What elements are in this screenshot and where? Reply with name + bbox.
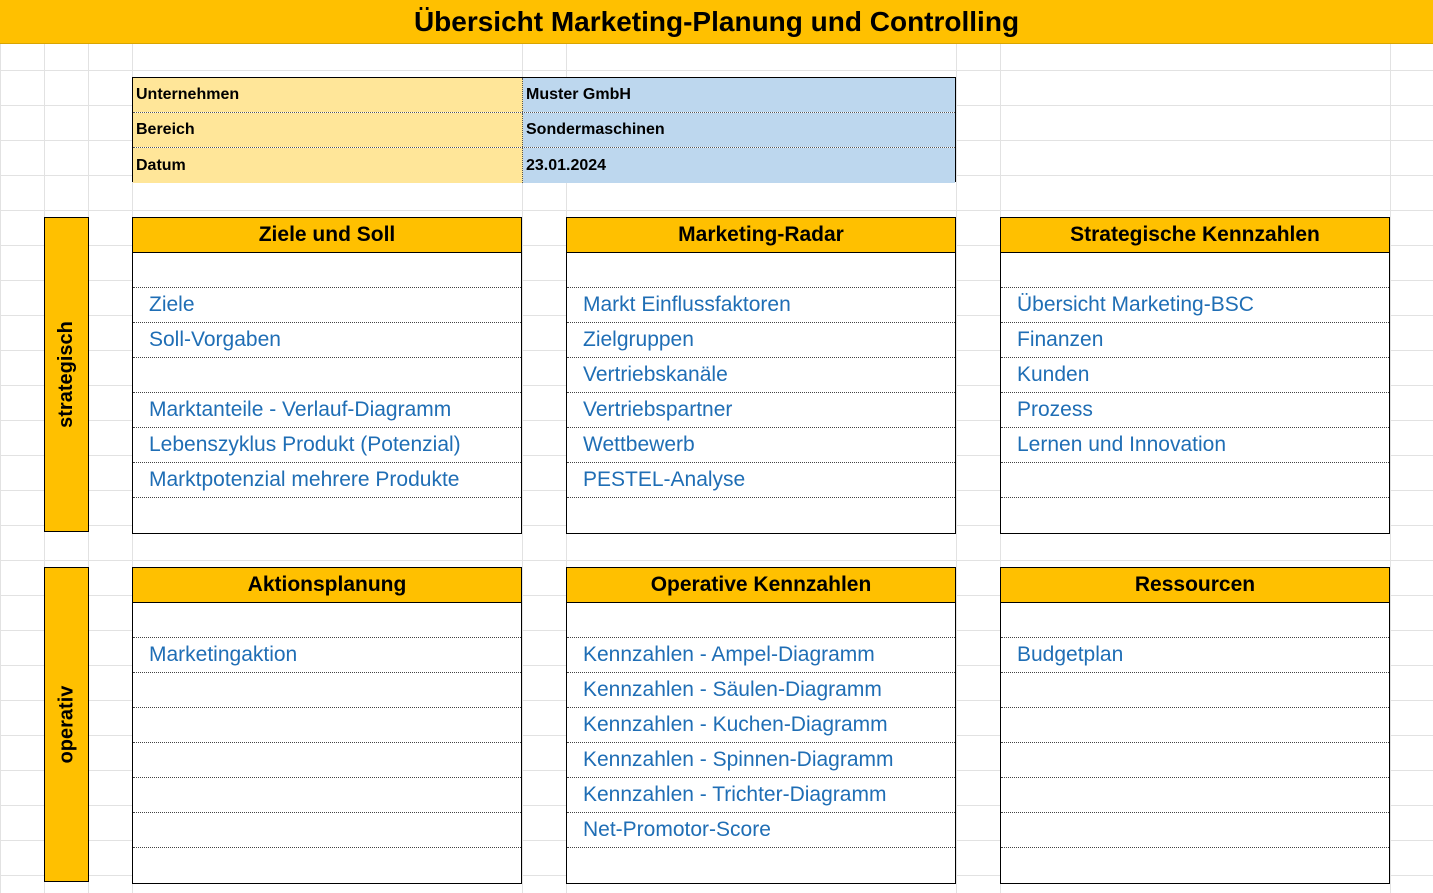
link-item[interactable]: Vertriebspartner [567, 393, 955, 428]
empty-row [1001, 498, 1389, 533]
panel-ziele-und-soll [132, 217, 522, 534]
link-item[interactable]: Marktanteile - Verlauf-Diagramm [133, 393, 521, 428]
area-label: Bereich [133, 113, 523, 147]
panel-marketing-radar [566, 217, 956, 534]
link-item[interactable]: Kennzahlen - Trichter-Diagramm [567, 778, 955, 813]
info-row-area [133, 113, 955, 148]
link-item[interactable]: Budgetplan [1001, 638, 1389, 673]
company-label: Unternehmen [133, 78, 523, 112]
empty-row [133, 848, 521, 883]
panel-header: Marketing-Radar [567, 218, 955, 253]
panel-header: Aktionsplanung [133, 568, 521, 603]
empty-row [567, 498, 955, 533]
link-item[interactable]: Prozess [1001, 393, 1389, 428]
empty-row [567, 253, 955, 288]
empty-row [1001, 603, 1389, 638]
empty-row [1001, 673, 1389, 708]
area-value[interactable]: Sondermaschinen [523, 113, 955, 147]
link-item[interactable]: Lebenszyklus Produkt (Potenzial) [133, 428, 521, 463]
link-item[interactable]: Marktpotenzial mehrere Produkte [133, 463, 521, 498]
link-item[interactable]: Übersicht Marketing-BSC [1001, 288, 1389, 323]
panel-ressourcen [1000, 567, 1390, 884]
info-row-company [133, 78, 955, 113]
link-item[interactable]: Ziele [133, 288, 521, 323]
empty-row [567, 603, 955, 638]
empty-row [133, 253, 521, 288]
link-item[interactable]: Kennzahlen - Säulen-Diagramm [567, 673, 955, 708]
empty-row [133, 358, 521, 393]
empty-row [1001, 708, 1389, 743]
panel-header: Ziele und Soll [133, 218, 521, 253]
empty-row [1001, 813, 1389, 848]
empty-row [1001, 848, 1389, 883]
link-item[interactable]: Zielgruppen [567, 323, 955, 358]
empty-row [133, 708, 521, 743]
date-label: Datum [133, 148, 523, 183]
empty-row [133, 673, 521, 708]
link-item[interactable]: Kennzahlen - Ampel-Diagramm [567, 638, 955, 673]
link-item[interactable]: Soll-Vorgaben [133, 323, 521, 358]
link-item[interactable]: Wettbewerb [567, 428, 955, 463]
empty-row [133, 603, 521, 638]
grid-line [1390, 43, 1391, 893]
strategic-label-text: strategisch [55, 321, 77, 428]
link-item[interactable]: Net-Promotor-Score [567, 813, 955, 848]
operative-label-text: operativ [55, 685, 77, 764]
empty-row [1001, 253, 1389, 288]
link-item[interactable]: Kunden [1001, 358, 1389, 393]
grid-line [956, 43, 957, 893]
empty-row [133, 498, 521, 533]
panel-strategische-kennzahlen [1000, 217, 1390, 534]
panel-aktionsplanung [132, 567, 522, 884]
link-item[interactable]: PESTEL-Analyse [567, 463, 955, 498]
link-item[interactable]: Kennzahlen - Kuchen-Diagramm [567, 708, 955, 743]
operative-side-label [44, 567, 89, 882]
link-item[interactable]: Vertriebskanäle [567, 358, 955, 393]
date-value[interactable]: 23.01.2024 [523, 148, 955, 183]
info-row-date [133, 148, 955, 183]
panel-operative-kennzahlen [566, 567, 956, 884]
empty-row [133, 778, 521, 813]
empty-row [133, 813, 521, 848]
strategic-side-label [44, 217, 89, 532]
link-item[interactable]: Kennzahlen - Spinnen-Diagramm [567, 743, 955, 778]
panel-header: Strategische Kennzahlen [1001, 218, 1389, 253]
link-item[interactable]: Markt Einflussfaktoren [567, 288, 955, 323]
page-title: Übersicht Marketing-Planung und Controlling [0, 0, 1433, 44]
empty-row [1001, 743, 1389, 778]
empty-row [567, 848, 955, 883]
empty-row [1001, 778, 1389, 813]
panel-header: Operative Kennzahlen [567, 568, 955, 603]
empty-row [133, 743, 521, 778]
link-item[interactable]: Finanzen [1001, 323, 1389, 358]
link-item[interactable]: Lernen und Innovation [1001, 428, 1389, 463]
info-table [132, 77, 956, 182]
empty-row [1001, 463, 1389, 498]
link-item[interactable]: Marketingaktion [133, 638, 521, 673]
panel-header: Ressourcen [1001, 568, 1389, 603]
company-value[interactable]: Muster GmbH [523, 78, 955, 112]
